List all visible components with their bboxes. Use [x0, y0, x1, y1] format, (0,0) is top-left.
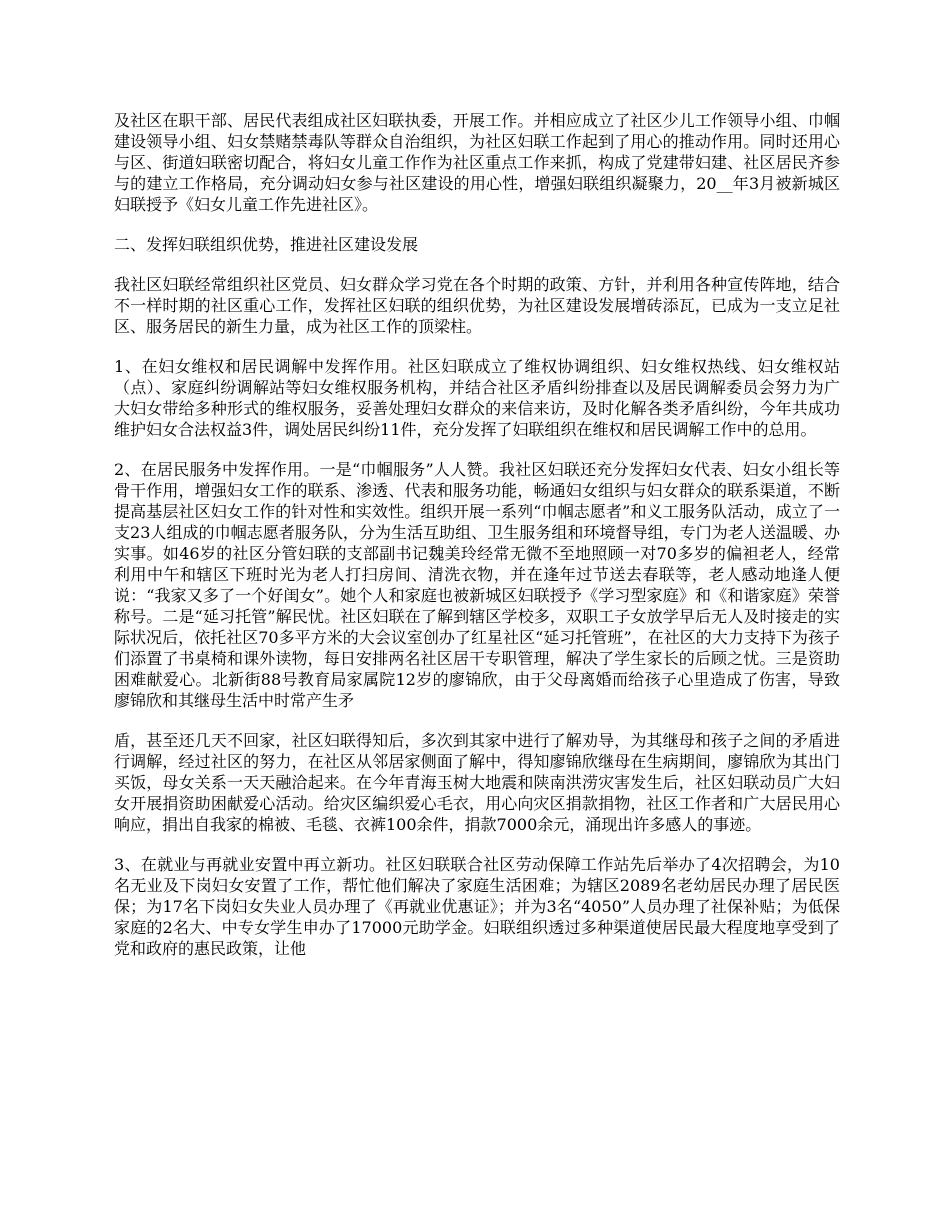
- paragraph-intro: 及社区在职干部、居民代表组成社区妇联执委，开展工作。并相应成立了社区少儿工作领导小组、巾帼建设领导小组、妇女禁赌禁毒队等群众自治组织，为社区妇联工作起到了用心的推动作用。同时还用心与区、街道妇联密切配合，将妇女儿童工作作为社区重点工作来抓，构成了党建带妇建、社区居民齐参与的建立工作格局，充分调动妇女参与社区建设的用心性，增强妇联组织凝聚力，20__年3月被新城区妇联授予《妇女儿童工作先进社区》。: [114, 111, 840, 214]
- paragraph-item-2-continued: 盾，甚至还几天不回家，社区妇联得知后，多次到其家中进行了解劝导，为其继母和孩子之间的矛盾进行调解，经过社区的努力，在社区从邻居家侧面了解中，得知廖锦欣继母在生病期间，廖锦欣为其出门买饭，母女关系一天天融洽起来。在今年青海玉树大地震和陕南洪涝灾害发生后，社区妇联动员广大妇女开展捐资助困献爱心活动。给灾区编织爱心毛衣，用心向灾区捐款捐物，社区工作者和广大居民用心响应，捐出自我家的棉被、毛毯、衣裤100余件，捐款7000余元，涌现出许多感人的事迹。: [114, 731, 840, 834]
- paragraph-item-2: 2、在居民服务中发挥作用。一是“巾帼服务”人人赞。我社区妇联还充分发挥妇女代表、妇女小组长等骨干作用，增强妇女工作的联系、渗透、代表和服务功能，畅通妇女组织与妇女群众的联系渠道，不断提高基层社区妇女工作的针对性和实效性。组织开展一系列“巾帼志愿者”和义工服务队活动，成立了一支23人组成的巾帼志愿者服务队，分为生活互助组、卫生服务组和环境督导组，专门为老人送温暖、办实事。如46岁的社区分管妇联的支部副书记魏美玲经常无微不至地照顾一对70多岁的偏袒老人，经常利用中午和辖区下班时光为老人打扫房间、清洗衣物，并在逢年过节送去春联等，老人感动地逢人便说：“我家又多了一个好闺女”。她个人和家庭也被新城区妇联授予《学习型家庭》和《和谐家庭》荣誉称号。二是“延习托管”解民忧。社区妇联在了解到辖区学校多，双职工子女放学早后无人及时接走的实际状况后，依托社区70多平方米的大会议室创办了红星社区“延习托管班”，在社区的大力支持下为孩子们添置了书桌椅和课外读物，每日安排两名社区居干专职管理，解决了学生家长的后顾之忧。三是资助困难献爱心。北新街88号教育局家属院12岁的廖锦欣，由于父母离婚而给孩子心里造成了伤害，导致廖锦欣和其继母生活中时常产生矛: [114, 460, 840, 710]
- paragraph-overview: 我社区妇联经常组织社区党员、妇女群众学习党在各个时期的政策、方针，并利用各种宣传阵地，结合不一样时期的社区重心工作，发挥社区妇联的组织优势，为社区建设发展增砖添瓦，已成为一支立足社区、服务居民的新生力量，成为社区工作的顶梁柱。: [114, 275, 840, 336]
- section-heading: 二、发挥妇联组织优势，推进社区建设发展: [114, 235, 419, 254]
- paragraph-item-1: 1、在妇女维权和居民调解中发挥作用。社区妇联成立了维权协调组织、妇女维权热线、妇女维权站（点）、家庭纠纷调解站等妇女维权服务机构，并结合社区矛盾纠纷排查以及居民调解委员会努力为广大妇女带给多种形式的维权服务，妥善处理妇女群众的来信来访，及时化解各类矛盾纠纷，今年共成功维护妇女合法权益3件，调处居民纠纷11件，充分发挥了妇联组织在维权和居民调解工作中的总用。: [114, 357, 840, 439]
- document-body: [114, 110, 840, 978]
- paragraph-item-3: 3、在就业与再就业安置中再立新功。社区妇联联合社区劳动保障工作站先后举办了4次招聘会，为10名无业及下岗妇女安置了工作，帮忙他们解决了家庭生活困难；为辖区2089名老幼居民办理了居民医保；为17名下岗妇女失业人员办理了《再就业优惠证》；并为3名“4050”人员办理了社保补贴；为低保家庭的2名大、中专女学生申办了17000元助学金。妇联组织透过多种渠道使居民最大程度地享受到了党和政府的惠民政策，让他: [114, 855, 840, 958]
